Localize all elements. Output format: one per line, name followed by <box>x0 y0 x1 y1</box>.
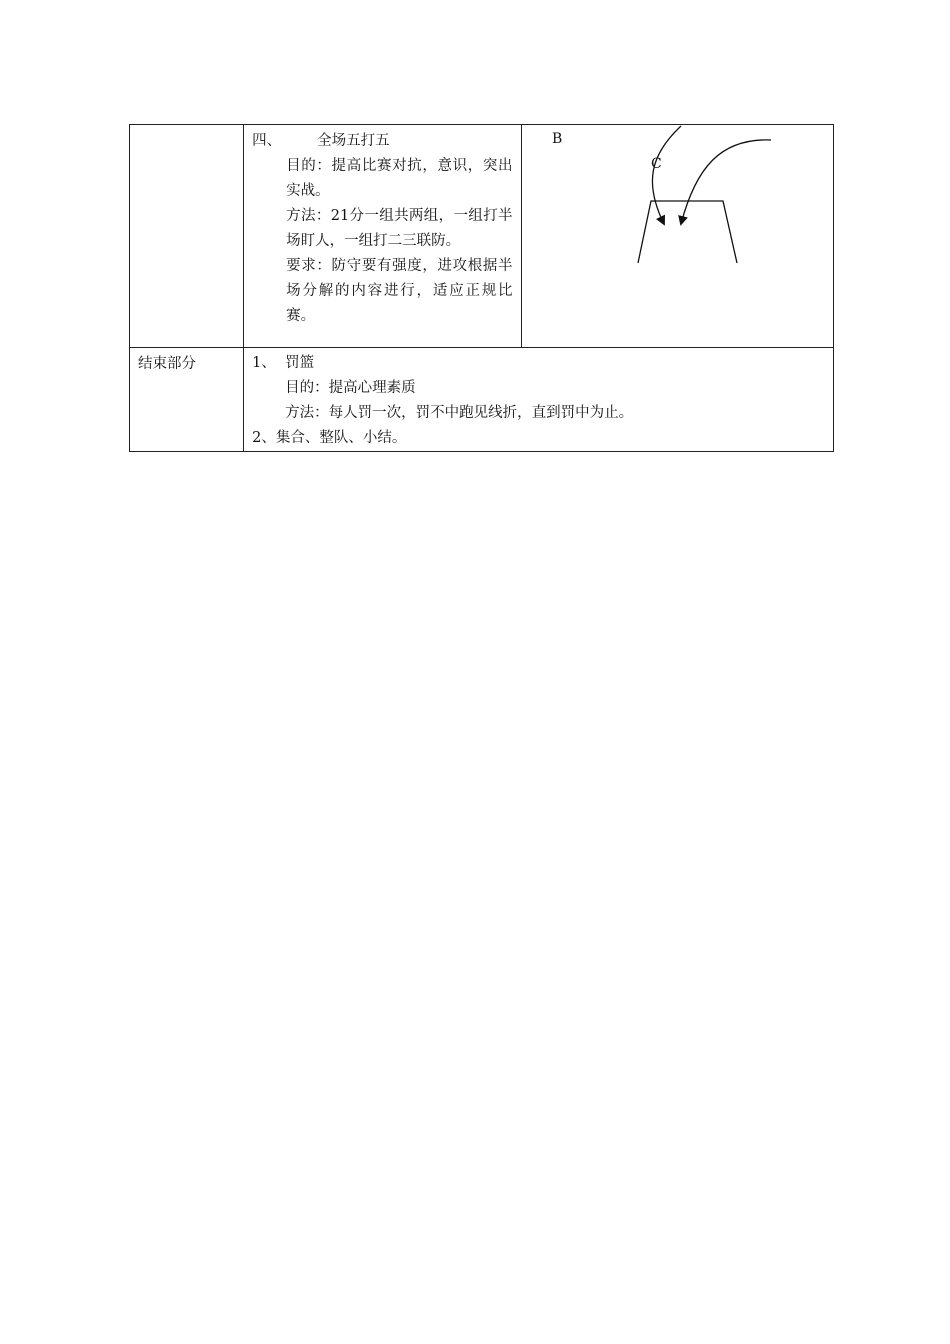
ending-item1-method: 方法：每人罚一次，罚不中跑见线折，直到罚中为止。 <box>285 405 634 421</box>
diagram-cell <box>521 125 833 348</box>
table-row <box>130 348 834 452</box>
section-four-heading <box>252 129 512 154</box>
court-diagram <box>522 125 834 347</box>
requirement-text: 要求：防守要有强度，进攻根据半场分解的内容进行，适应正规比赛。 <box>286 258 513 324</box>
table-row <box>130 125 834 348</box>
movement-arrow-b <box>652 126 681 224</box>
label-cell-empty <box>130 125 244 348</box>
ending-label-cell <box>130 348 244 452</box>
section-number: 四、 <box>252 133 282 149</box>
method-text: 方法：21分一组共两组，一组打半场盯人，一组打二三联防。 <box>286 208 513 249</box>
purpose-text: 目的：提高比赛对抗，意识，突出实战。 <box>286 158 513 199</box>
key-area-outline <box>638 201 737 263</box>
ending-item1-purpose: 目的：提高心理素质 <box>285 380 416 396</box>
ending-content-cell <box>244 348 834 452</box>
ending-item2: 2、集合、整队、小结。 <box>252 430 407 446</box>
ending-item1-title: 罚篮 <box>285 355 315 371</box>
player-label-b: B <box>551 131 562 147</box>
lesson-plan-table <box>129 124 834 452</box>
player-label-c: C <box>650 156 662 172</box>
ending-label: 结束部分 <box>138 356 196 372</box>
ending-item1-number: 1、 <box>252 355 276 371</box>
section-four-cell <box>244 125 521 348</box>
section-title: 全场五打五 <box>317 133 390 149</box>
ending-item1-heading <box>252 351 825 376</box>
